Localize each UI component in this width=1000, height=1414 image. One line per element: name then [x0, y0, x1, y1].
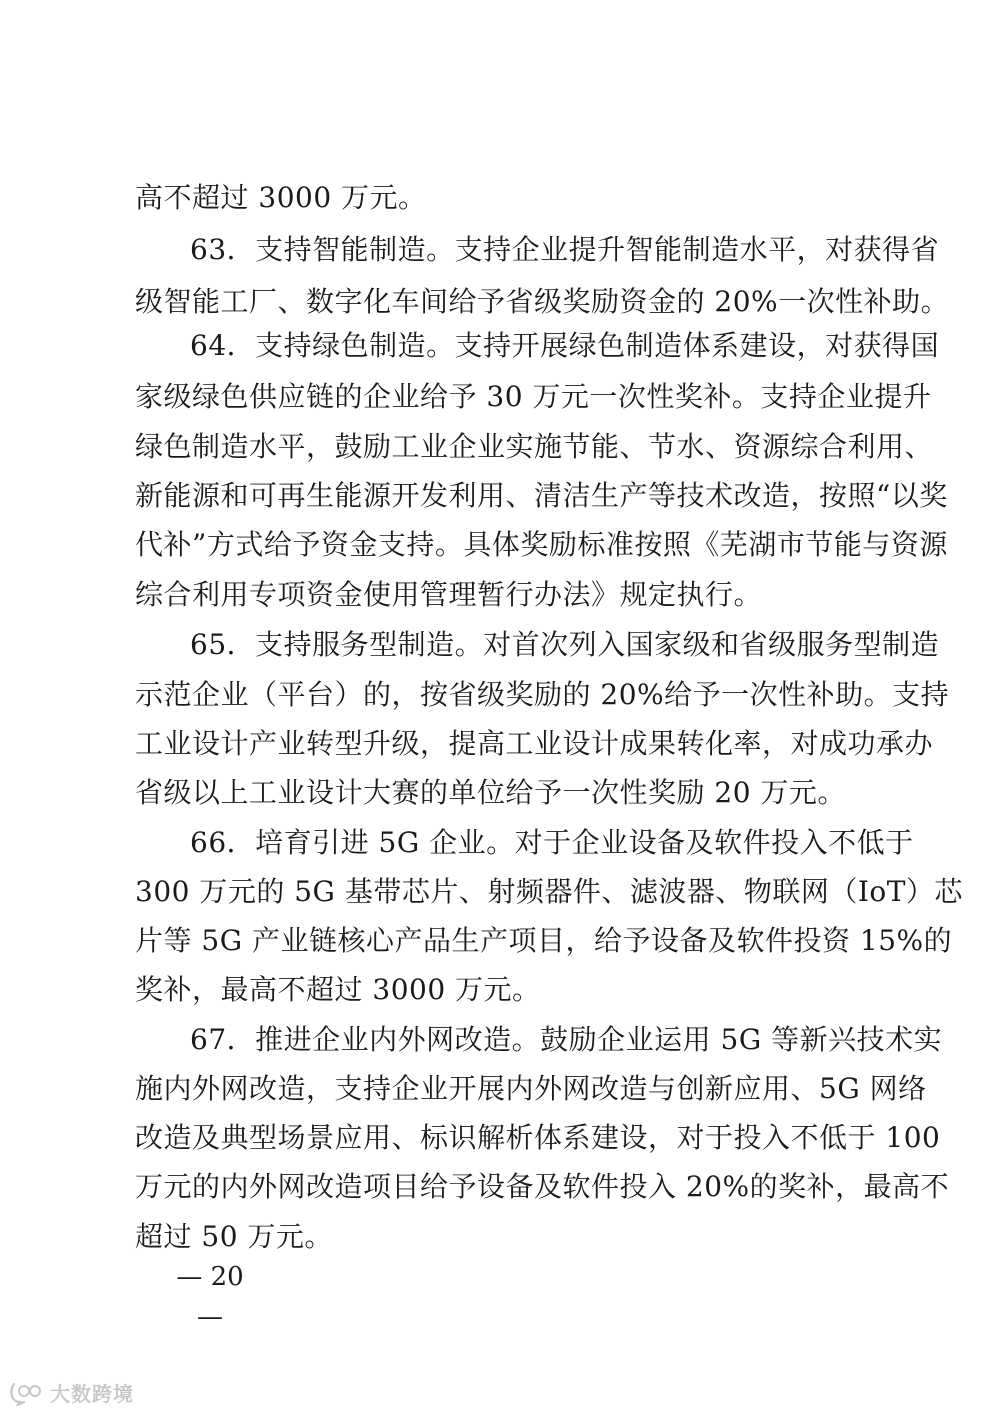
text-line: 工业设计产业转型升级，提高工业设计成果转化率，对成功承办: [135, 727, 934, 760]
text-line: 超过 50 万元。: [135, 1220, 333, 1253]
text-line: 级智能工厂、数字化车间给予省级奖励资金的 20%一次性补助。: [135, 285, 950, 318]
chat-bubble-logo-icon: [8, 1380, 46, 1406]
text-line: 高不超过 3000 万元。: [135, 181, 427, 214]
page-number: — 20 —: [176, 1262, 244, 1332]
text-line: 300 万元的 5G 基带芯片、射频器件、滤波器、物联网（IoT）芯: [135, 875, 963, 908]
text-line: 万元的内外网改造项目给予设备及软件投入 20%的奖补，最高不: [135, 1170, 950, 1203]
text-line: 片等 5G 产业链核心产品生产项目，给予设备及软件投资 15%的: [135, 924, 953, 957]
text-line: 代补”方式给予资金支持。具体奖励标准按照《芜湖市节能与资源: [135, 528, 948, 561]
text-line: 新能源和可再生能源开发利用、清洁生产等技术改造，按照“以奖: [135, 479, 948, 512]
text-line: 改造及典型场景应用、标识解析体系建设，对于投入不低于 100: [135, 1121, 941, 1154]
text-line: 综合利用专项资金使用管理暂行办法》规定执行。: [135, 578, 763, 611]
text-line: 65．支持服务型制造。对首次列入国家级和省级服务型制造: [190, 628, 940, 661]
watermark-text: 大数跨境: [50, 1382, 134, 1406]
text-line: 64．支持绿色制造。支持开展绿色制造体系建设，对获得国: [190, 329, 940, 362]
text-line: 奖补，最高不超过 3000 万元。: [135, 973, 541, 1006]
text-line: 67．推进企业内外网改造。鼓励企业运用 5G 等新兴技术实: [190, 1023, 943, 1056]
text-line: 66．培育引进 5G 企业。对于企业设备及软件投入不低于: [190, 826, 914, 859]
watermark: [8, 1378, 134, 1407]
text-line: 家级绿色供应链的企业给予 30 万元一次性奖补。支持企业提升: [135, 380, 932, 413]
text-line: 省级以上工业设计大赛的单位给予一次性奖励 20 万元。: [135, 776, 846, 809]
text-line: 绿色制造水平，鼓励工业企业实施节能、节水、资源综合利用、: [135, 430, 934, 463]
text-line: 示范企业（平台）的，按省级奖励的 20%给予一次性补助。支持: [135, 678, 950, 711]
text-line: 施内外网改造，支持企业开展内外网改造与创新应用、5G 网络: [135, 1072, 927, 1105]
text-line: 63．支持智能制造。支持企业提升智能制造水平，对获得省: [190, 233, 940, 266]
